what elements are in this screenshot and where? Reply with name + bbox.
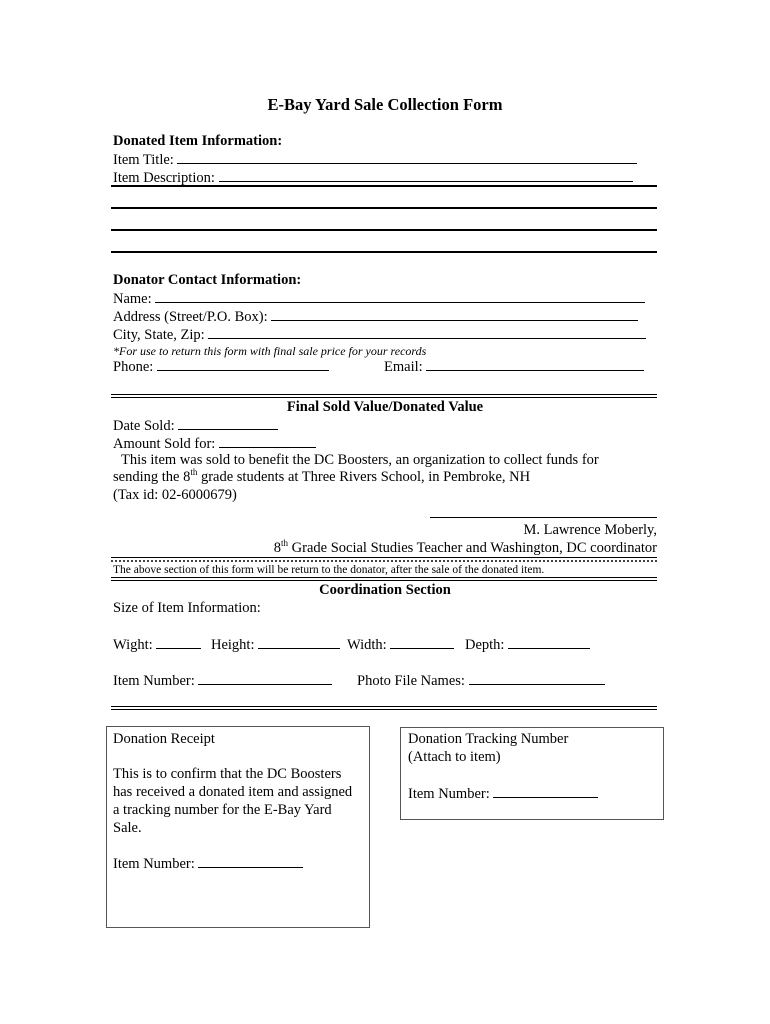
city-field[interactable]	[208, 326, 646, 339]
signer-name: M. Lawrence Moberly,	[523, 522, 657, 538]
item-number-field[interactable]	[198, 672, 332, 685]
size-info-label: Size of Item Information:	[113, 600, 261, 616]
donator-section-heading: Donator Contact Information:	[113, 272, 302, 288]
receipt-line-1: This is to confirm that the DC Boosters	[113, 766, 342, 782]
depth-label: Depth:	[465, 637, 505, 653]
width-field[interactable]	[390, 636, 454, 649]
date-sold-field[interactable]	[178, 417, 278, 430]
phone-row	[113, 358, 329, 376]
address-row	[113, 308, 638, 326]
email-label: Email:	[384, 359, 423, 375]
tracking-item-number-label: Item Number:	[408, 786, 490, 802]
receipt-line-3: a tracking number for the E-Bay Yard	[113, 802, 332, 818]
item-title-label: Item Title:	[113, 152, 174, 168]
tracking-title: Donation Tracking Number	[408, 731, 569, 747]
photo-file-field[interactable]	[469, 672, 605, 685]
email-field[interactable]	[426, 358, 644, 371]
receipt-title: Donation Receipt	[113, 731, 215, 747]
tracking-item-number-field[interactable]	[493, 785, 598, 798]
date-sold-label: Date Sold:	[113, 418, 175, 434]
weight-row	[113, 636, 201, 654]
signer-title	[274, 540, 657, 557]
return-note: *For use to return this form with final sale price for your records	[113, 344, 427, 358]
section-divider-3	[111, 706, 657, 710]
benefit-line-1: This item was sold to benefit the DC Boosters, an organization to collect funds for	[121, 452, 599, 468]
receipt-item-number-label: Item Number:	[113, 856, 195, 872]
email-row	[384, 358, 644, 376]
form-title: E-Bay Yard Sale Collection Form	[267, 95, 503, 114]
final-section-heading: Final Sold Value/Donated Value	[286, 399, 484, 415]
tax-id: (Tax id: 02-6000679)	[113, 487, 237, 503]
weight-field[interactable]	[156, 636, 201, 649]
cut-line	[111, 557, 657, 562]
receipt-line-4: Sale.	[113, 820, 142, 836]
item-number-label: Item Number:	[113, 673, 195, 689]
address-field[interactable]	[271, 308, 638, 321]
depth-row	[465, 636, 590, 654]
item-title-row	[113, 151, 637, 169]
signer-title-b: Grade Social Studies Teacher and Washington, DC coordinator	[288, 540, 657, 556]
section-divider-1	[111, 394, 657, 398]
phone-field[interactable]	[157, 358, 329, 371]
tracking-item-number-row	[408, 785, 598, 803]
name-row	[113, 290, 645, 308]
tracking-subtitle: (Attach to item)	[408, 749, 501, 765]
amount-sold-label: Amount Sold for:	[113, 436, 216, 452]
weight-label: Wight:	[113, 637, 153, 653]
signer-title-a: 8	[273, 540, 282, 556]
depth-field[interactable]	[508, 636, 590, 649]
photo-file-row	[357, 672, 605, 690]
city-label: City, State, Zip:	[113, 327, 205, 343]
item-description-label: Item Description:	[113, 170, 215, 186]
width-row	[347, 636, 454, 654]
benefit-line-2	[113, 469, 530, 486]
address-label: Address (Street/P.O. Box):	[113, 309, 268, 325]
name-field[interactable]	[155, 290, 645, 303]
description-line-4[interactable]	[111, 251, 657, 253]
description-line-1[interactable]	[111, 185, 657, 187]
name-label: Name:	[113, 291, 152, 307]
receipt-item-number-field[interactable]	[198, 855, 303, 868]
item-number-row	[113, 672, 332, 690]
height-row	[211, 636, 340, 654]
item-section-heading: Donated Item Information:	[113, 133, 283, 149]
receipt-item-number-row	[113, 855, 303, 873]
coordination-heading: Coordination Section	[319, 582, 451, 598]
phone-label: Phone:	[113, 359, 154, 375]
signature-line[interactable]	[430, 517, 657, 518]
benefit-text-b: grade students at Three Rivers School, in Pembroke, NH	[197, 469, 531, 485]
width-label: Width:	[347, 637, 387, 653]
return-section-note: The above section of this form will be return to the donator, after the sale of the donated item.	[113, 564, 545, 576]
date-sold-row	[113, 417, 278, 435]
donation-receipt-box	[106, 726, 370, 928]
benefit-sup: th	[190, 467, 198, 478]
signer-title-sup: th	[281, 538, 289, 549]
description-line-2[interactable]	[111, 207, 657, 209]
height-label: Height:	[211, 637, 255, 653]
benefit-text-a: sending the 8	[113, 469, 191, 485]
item-title-field[interactable]	[177, 151, 637, 164]
height-field[interactable]	[258, 636, 340, 649]
description-line-3[interactable]	[111, 229, 657, 231]
city-row	[113, 326, 646, 344]
amount-sold-row	[113, 435, 316, 453]
item-description-field[interactable]	[219, 169, 633, 182]
photo-file-label: Photo File Names:	[357, 673, 465, 689]
amount-sold-field[interactable]	[219, 435, 316, 448]
section-divider-2	[111, 577, 657, 581]
receipt-line-2: has received a donated item and assigned	[113, 784, 353, 800]
